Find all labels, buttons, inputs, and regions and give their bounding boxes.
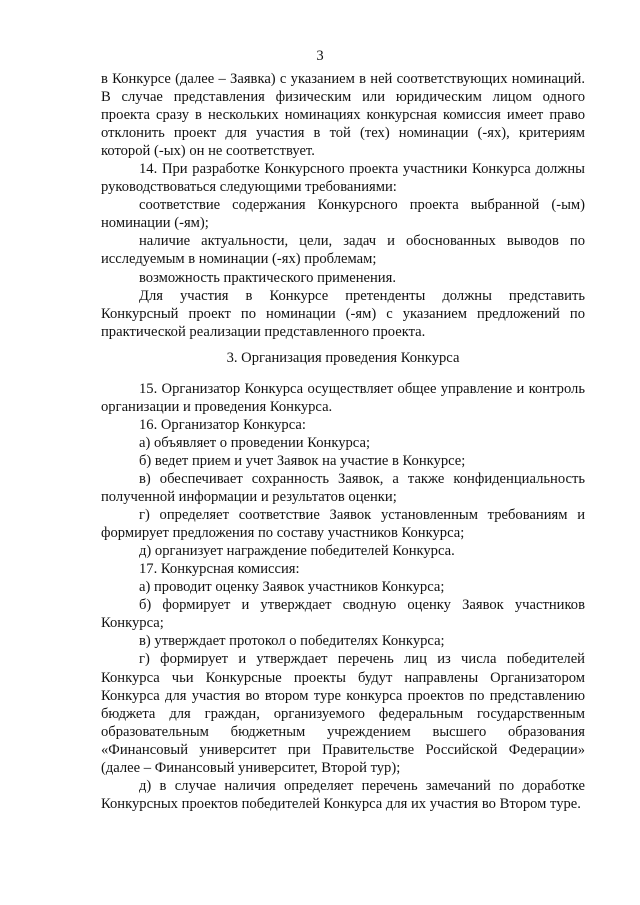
paragraph: 17. Конкурсная комиссия: [139,561,300,578]
paragraph: соответствие содержания Конкурсного проекта выбранной (-ым) номинации (-ям); [101,197,585,232]
page-number: 3 [316,48,324,64]
list-item: г) формирует и утверждает перечень лиц из числа победителей Конкурса чьи Конкурсные проекты будут направлены Организатором Конкурса для участия во втором туре конкурса проектов по представлению бюджета для граждан, организуемого федеральным государственным образовательным бюджетным учреждением высшего образования «Финансовый университет при Правительстве Российской Федерации» (далее – Финансовый университет, Второй тур); [101,651,585,776]
document-body [101,70,585,813]
paragraph: наличие актуальности, цели, задач и обоснованных выводов по исследуемым в номинации (-ях) проблемам; [101,233,585,268]
list-item: а) объявляет о проведении Конкурса; [139,434,370,451]
paragraph: возможность практического применения. [139,269,396,286]
paragraph: Для участия в Конкурсе претенденты должны представить Конкурсный проект по номинации (-ям) с указанием предложений по практической реализации представленного проекта. [101,287,585,340]
list-item: д) организует награждение победителей Конкурса. [139,543,455,560]
list-item: в) обеспечивает сохранность Заявок, а также конфиденциальность полученной информации и результатов оценки; [101,470,585,506]
paragraph: 14. При разработке Конкурсного проекта участники Конкурса должны руководствоваться следующими требованиями: [101,161,585,196]
list-item: б) формирует и утверждает сводную оценку Заявок участников Конкурса; [101,597,585,632]
paragraph: 16. Организатор Конкурса: [139,416,306,433]
list-item: в) утверждает протокол о победителях Конкурса; [139,633,445,650]
section-heading: 3. Организация проведения Конкурса [226,349,460,366]
list-item: б) ведет прием и учет Заявок на участие в Конкурсе; [139,452,466,469]
list-item: г) определяет соответствие Заявок установленным требованиям и формирует предложения по составу участников Конкурса; [101,507,585,542]
list-item: а) проводит оценку Заявок участников Конкурса; [139,579,445,596]
paragraph: 15. Организатор Конкурса осуществляет общее управление и контроль организации и проведения Конкурса. [101,380,585,415]
paragraph: в Конкурсе (далее – Заявка) с указанием в ней соответствующих номинаций. В случае представления физическим или юридическим лицом одного проекта сразу в нескольких номинациях конкурсная комиссия имеет право отклонить проект для участия в той (тех) номинации (-ях), критериям которой (-ых) он не соответствует. [101,71,585,160]
list-item: д) в случае наличия определяет перечень замечаний по доработке Конкурсных проектов победителей Конкурса для их участия во Втором туре. [101,777,585,812]
